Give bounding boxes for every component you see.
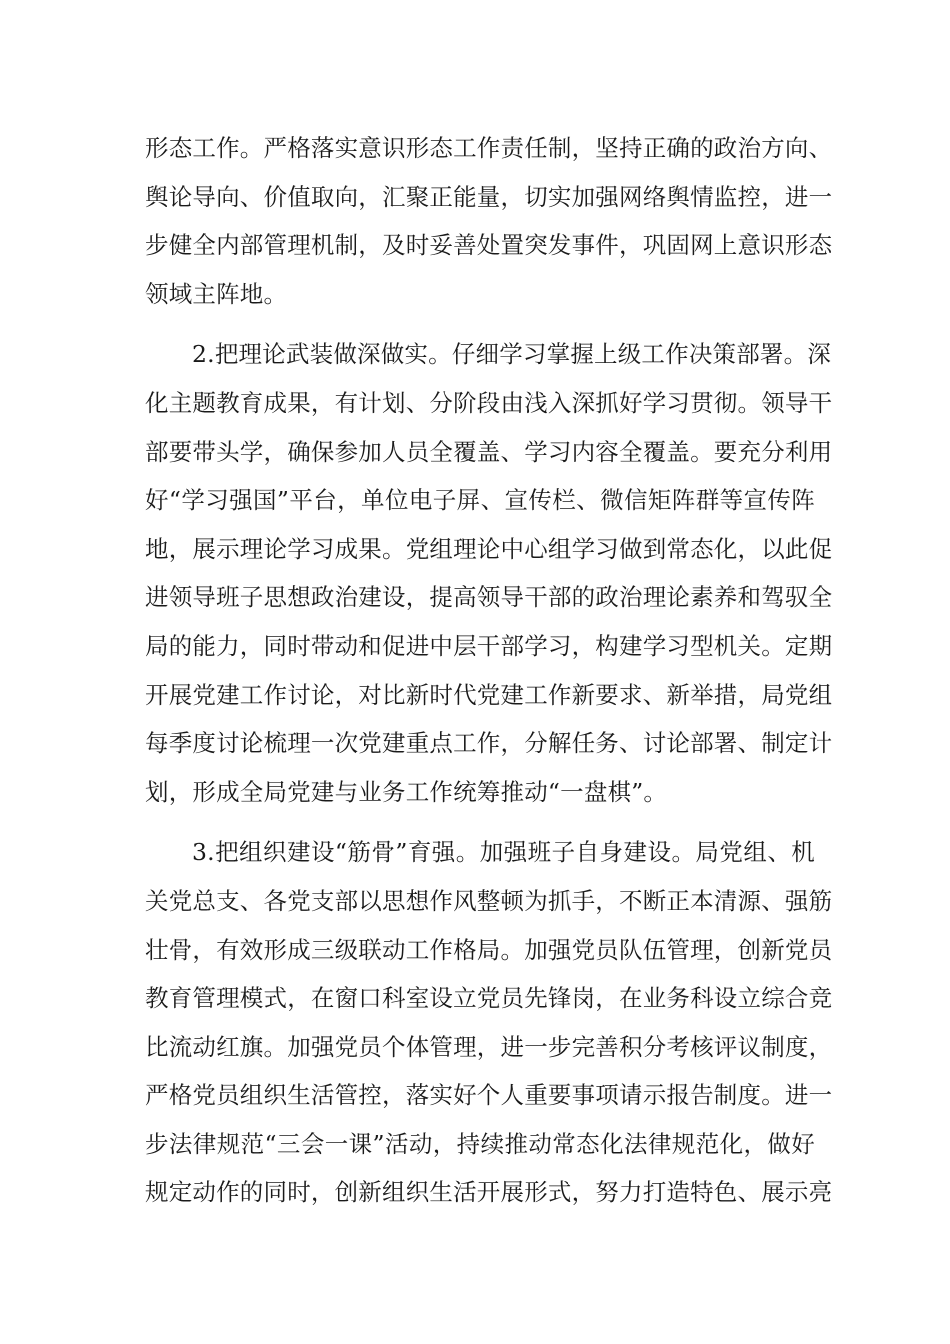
text-line: 严格党员组织生活管控，落实好个人重要事项请示报告制度。进一 bbox=[145, 1081, 833, 1110]
text-line: 好“学习强国”平台，单位电子屏、宣传栏、微信矩阵群等宣传阵 bbox=[145, 486, 815, 515]
text-line: 步法律规范“三会一课”活动，持续推动常态化法律规范化，做好 bbox=[145, 1129, 815, 1158]
paragraph-3 bbox=[145, 828, 833, 1217]
text-line: 3.把组织建设“筋骨”育强。加强班子自身建设。局党组、机 bbox=[192, 838, 815, 867]
text-line: 领域主阵地。 bbox=[145, 279, 288, 308]
text-line: 步健全内部管理机制，及时妥善处置突发事件，巩固网上意识形态 bbox=[145, 231, 833, 260]
paragraph-2 bbox=[145, 330, 833, 816]
text-line: 地，展示理论学习成果。党组理论中心组学习做到常态化，以此促 bbox=[145, 534, 833, 563]
text-line: 规定动作的同时，创新组织生活开展形式，努力打造特色、展示亮 bbox=[145, 1178, 833, 1207]
text-line: 部要带头学，确保参加人员全覆盖、学习内容全覆盖。要充分利用 bbox=[145, 437, 833, 466]
paragraph-spacing bbox=[145, 816, 815, 828]
text-line: 教育管理模式，在窗口科室设立党员先锋岗，在业务科设立综合竞 bbox=[145, 984, 833, 1013]
text-line: 舆论导向、价值取向，汇聚正能量，切实加强网络舆情监控，进一 bbox=[145, 182, 833, 211]
text-line: 比流动红旗。加强党员个体管理，进一步完善积分考核评议制度， bbox=[145, 1032, 833, 1061]
text-line: 壮骨，有效形成三级联动工作格局。加强党员队伍管理，创新党员 bbox=[145, 935, 833, 964]
paragraph-spacing bbox=[145, 318, 815, 330]
text-line: 局的能力，同时带动和促进中层干部学习，构建学习型机关。定期 bbox=[145, 631, 833, 660]
text-line: 划，形成全局党建与业务工作统筹推动“一盘棋”。 bbox=[145, 777, 668, 806]
text-line: 每季度讨论梳理一次党建重点工作，分解任务、讨论部署、制定计 bbox=[145, 729, 833, 758]
text-line: 开展党建工作讨论，对比新时代党建工作新要求、新举措，局党组 bbox=[145, 680, 833, 709]
document-body bbox=[145, 124, 833, 1217]
text-line: 化主题教育成果，有计划、分阶段由浅入深抓好学习贯彻。领导干 bbox=[145, 388, 833, 417]
text-line: 关党总支、各党支部以思想作风整顿为抓手，不断正本清源、强筋 bbox=[145, 886, 833, 915]
text-line: 进领导班子思想政治建设，提高领导干部的政治理论素养和驾驭全 bbox=[145, 583, 833, 612]
text-line: 形态工作。严格落实意识形态工作责任制，坚持正确的政治方向、 bbox=[145, 134, 833, 162]
text-line: 2.把理论武装做深做实。仔细学习掌握上级工作决策部署。深 bbox=[192, 340, 832, 369]
paragraph-1 bbox=[145, 124, 833, 318]
